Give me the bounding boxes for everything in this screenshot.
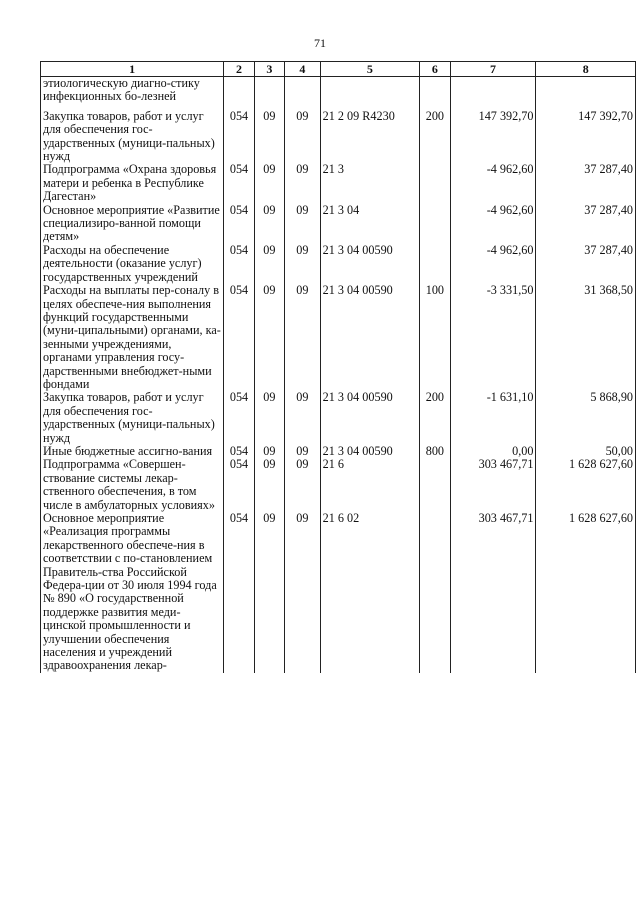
row-col-8: 37 287,40: [536, 244, 636, 284]
row-col-2: 054: [224, 163, 254, 203]
row-col-5: 21 2 09 R4230: [320, 110, 420, 164]
row-name: Закупка товаров, работ и услуг для обеспечения гос-ударственных (муници-пальных) нужд: [41, 110, 224, 164]
row-col-5: 21 6 02: [320, 512, 420, 673]
row-col-6: 200: [420, 391, 450, 445]
row-col-3: 09: [254, 391, 284, 445]
header-col-3: 3: [254, 62, 284, 77]
row-col-3: 09: [254, 445, 284, 458]
row-col-7: 303 467,71: [450, 458, 536, 512]
row-col-7: -3 331,50: [450, 284, 536, 391]
row-col-6: 100: [420, 284, 450, 391]
row-col-4: [285, 77, 321, 110]
header-row: [41, 62, 636, 77]
row-col-7: [450, 77, 536, 110]
row-col-3: 09: [254, 110, 284, 164]
row-col-8: 5 868,90: [536, 391, 636, 445]
header-col-4: 4: [285, 62, 321, 77]
row-name: Подпрограмма «Совершен-ствование системы лекар-ственного обеспечения, в том числе в амбулаторных условиях»: [41, 458, 224, 512]
row-col-8: 31 368,50: [536, 284, 636, 391]
row-col-3: [254, 77, 284, 110]
row-col-7: -4 962,60: [450, 204, 536, 244]
row-col-8: 37 287,40: [536, 204, 636, 244]
row-name: Основное мероприятие «Реализация программы лекарственного обеспече-ния в соответствии с по-становлением Правитель-ства Российской Федера-ции от 30 июля 1994 года № 890 «О государственной поддержке развития меди-цинской промышленности и улучшении обеспечения населения и учреждений здравоохранения лекар-: [41, 512, 224, 673]
header-col-8: 8: [536, 62, 636, 77]
row-col-6: [420, 244, 450, 284]
row-col-2: 054: [224, 512, 254, 673]
row-col-3: 09: [254, 244, 284, 284]
row-col-4: 09: [285, 391, 321, 445]
row-col-8: 50,00: [536, 445, 636, 458]
row-name: Основное мероприятие «Развитие специализиро-ванной помощи детям»: [41, 204, 224, 244]
budget-table: [40, 61, 636, 673]
header-col-7: 7: [450, 62, 536, 77]
row-col-5: 21 6: [320, 458, 420, 512]
row-col-2: 054: [224, 445, 254, 458]
row-name: Подпрограмма «Охрана здоровья матери и ребенка в Республике Дагестан»: [41, 163, 224, 203]
table-row: [41, 163, 636, 203]
row-col-2: 054: [224, 458, 254, 512]
table-row: [41, 244, 636, 284]
row-col-7: 0,00: [450, 445, 536, 458]
row-col-5: 21 3 04 00590: [320, 391, 420, 445]
page-number: 71: [314, 36, 326, 50]
row-col-2: [224, 77, 254, 110]
row-col-2: 054: [224, 110, 254, 164]
row-name: Иные бюджетные ассигно-вания: [41, 445, 224, 458]
row-col-4: 09: [285, 110, 321, 164]
table-row: [41, 110, 636, 164]
header-col-6: 6: [420, 62, 450, 77]
row-col-6: 800: [420, 445, 450, 458]
table-row: [41, 391, 636, 445]
row-name: Расходы на обеспечение деятельности (оказание услуг) государственных учреждений: [41, 244, 224, 284]
row-col-5: 21 3 04 00590: [320, 244, 420, 284]
row-name: Закупка товаров, работ и услуг для обеспечения гос-ударственных (муници-пальных) нужд: [41, 391, 224, 445]
row-col-7: -1 631,10: [450, 391, 536, 445]
row-col-4: 09: [285, 204, 321, 244]
row-col-6: [420, 77, 450, 110]
row-col-5: 21 3: [320, 163, 420, 203]
row-name: этиологическую диагно-стику инфекционных бо-лезней: [41, 77, 224, 110]
table-row: [41, 445, 636, 458]
row-col-8: 37 287,40: [536, 163, 636, 203]
table-row: [41, 512, 636, 673]
row-col-6: 200: [420, 110, 450, 164]
row-col-7: -4 962,60: [450, 163, 536, 203]
table-row: [41, 458, 636, 512]
row-col-6: [420, 512, 450, 673]
row-name: Расходы на выплаты пер-соналу в целях обеспече-ния выполнения функций государственными (муни-ципальными) органами, ка-зенными учреждениями, органами управления госу-дарственными внебюджет-ными фондами: [41, 284, 224, 391]
row-col-6: [420, 204, 450, 244]
row-col-8: 1 628 627,60: [536, 512, 636, 673]
row-col-4: 09: [285, 445, 321, 458]
header-col-1: 1: [41, 62, 224, 77]
row-col-4: 09: [285, 512, 321, 673]
row-col-3: 09: [254, 458, 284, 512]
row-col-3: 09: [254, 204, 284, 244]
table-row: [41, 204, 636, 244]
row-col-7: -4 962,60: [450, 244, 536, 284]
table-row: [41, 284, 636, 391]
row-col-4: 09: [285, 163, 321, 203]
row-col-4: 09: [285, 458, 321, 512]
row-col-3: 09: [254, 163, 284, 203]
row-col-5: 21 3 04: [320, 204, 420, 244]
row-col-3: 09: [254, 512, 284, 673]
row-col-4: 09: [285, 244, 321, 284]
row-col-5: [320, 77, 420, 110]
row-col-8: [536, 77, 636, 110]
row-col-6: [420, 163, 450, 203]
row-col-3: 09: [254, 284, 284, 391]
header-col-5: 5: [320, 62, 420, 77]
row-col-2: 054: [224, 244, 254, 284]
row-col-2: 054: [224, 391, 254, 445]
row-col-8: 147 392,70: [536, 110, 636, 164]
table-row: [41, 77, 636, 110]
row-col-8: 1 628 627,60: [536, 458, 636, 512]
row-col-7: 147 392,70: [450, 110, 536, 164]
row-col-5: 21 3 04 00590: [320, 445, 420, 458]
row-col-6: [420, 458, 450, 512]
row-col-7: 303 467,71: [450, 512, 536, 673]
row-col-4: 09: [285, 284, 321, 391]
row-col-2: 054: [224, 284, 254, 391]
row-col-5: 21 3 04 00590: [320, 284, 420, 391]
row-col-2: 054: [224, 204, 254, 244]
header-col-2: 2: [224, 62, 254, 77]
